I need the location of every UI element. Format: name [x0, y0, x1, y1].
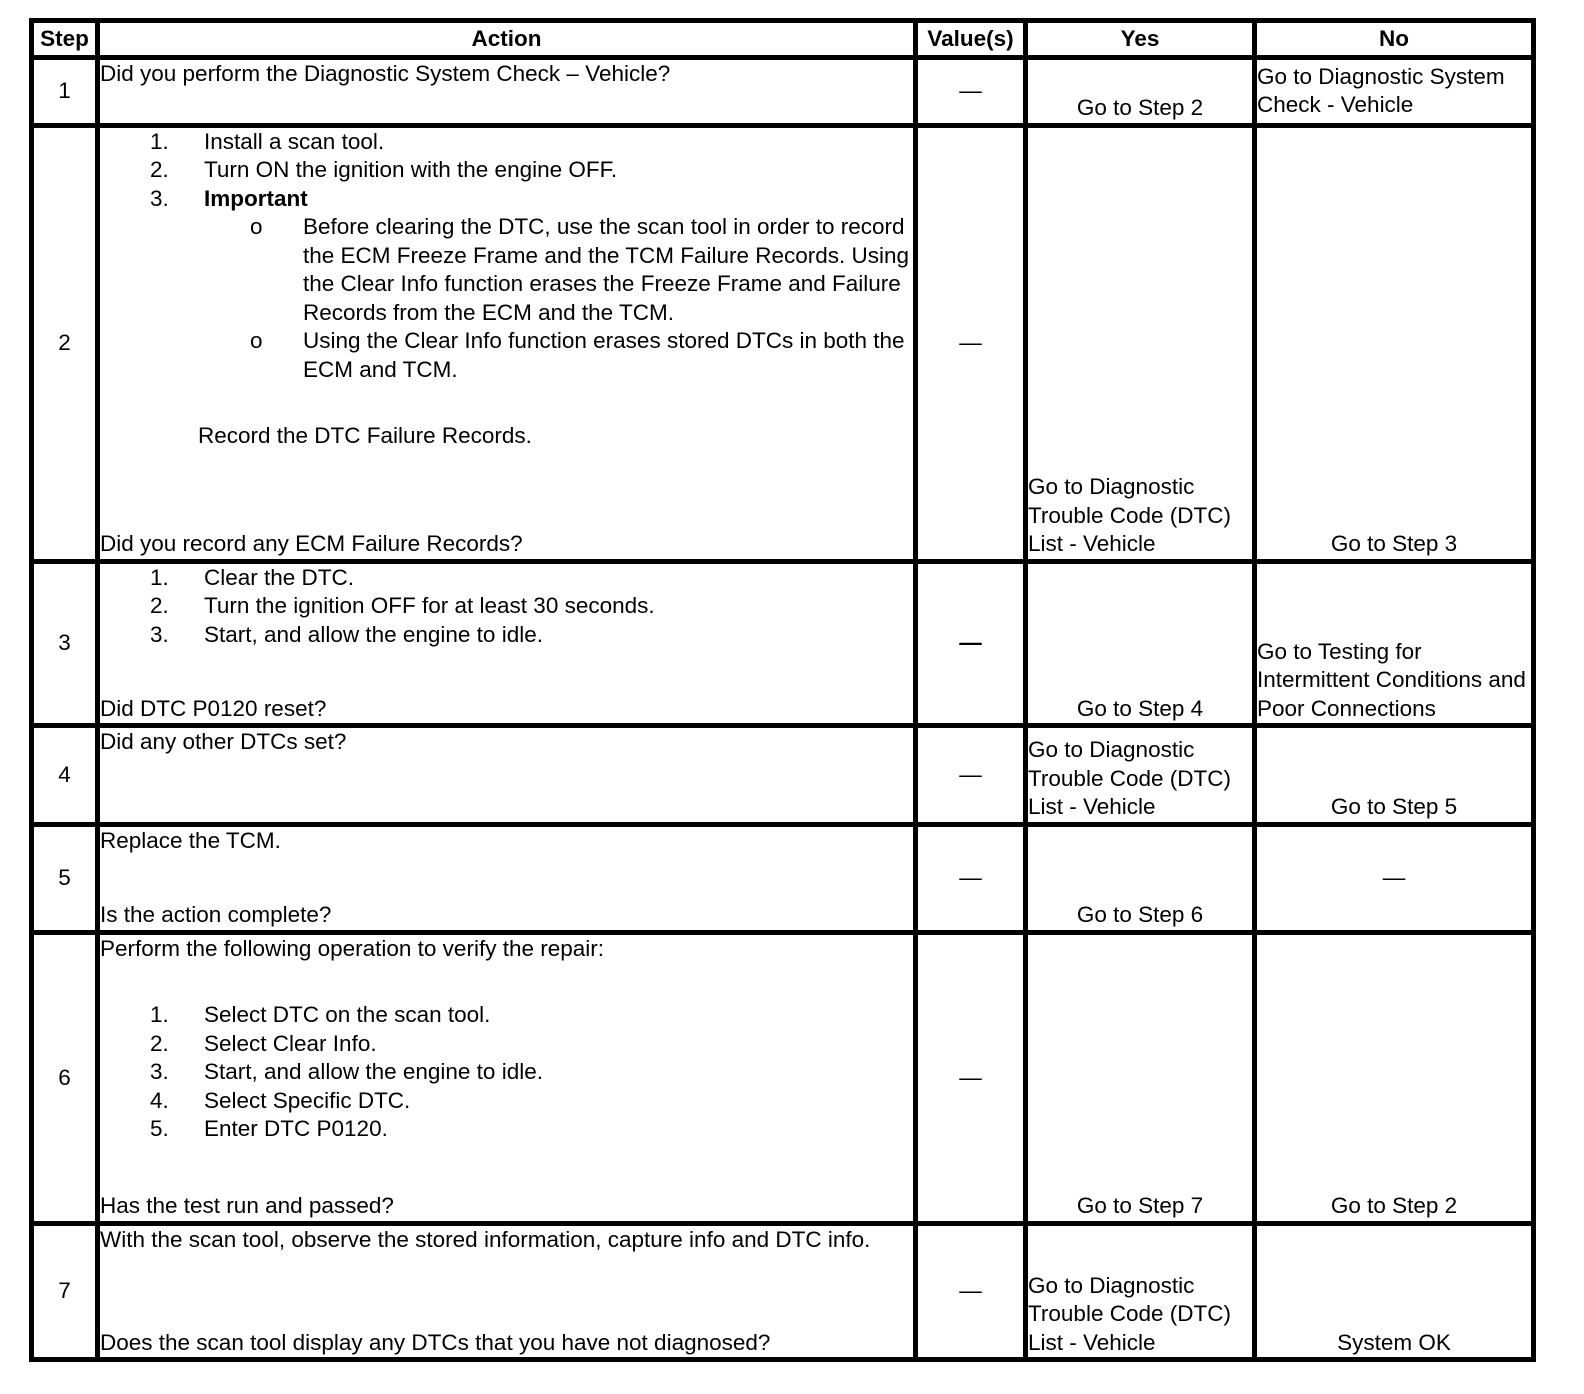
bullet-mark: o: [250, 328, 263, 354]
no-cell: Go to Diagnostic System Check - Vehicle: [1255, 58, 1534, 126]
list-text: Start, and allow the engine to idle.: [204, 1059, 543, 1085]
action-question: Has the test run and passed?: [100, 1193, 394, 1219]
list-item: [100, 1058, 913, 1087]
header-values: Value(s): [916, 21, 1026, 58]
value-cell: —: [916, 824, 1026, 932]
action-cell: [98, 561, 916, 725]
bullet-mark: o: [250, 214, 263, 240]
no-cell: Go to Step 3: [1255, 125, 1534, 561]
bullet-item: [100, 213, 913, 327]
action-cell: [98, 824, 916, 932]
bullet-text: Using the Clear Info function erases stored DTCs in both the ECM and TCM.: [303, 328, 905, 382]
list-number: 1.: [150, 1002, 169, 1028]
no-cell: System OK: [1255, 1223, 1534, 1359]
value-cell: —: [916, 58, 1026, 126]
header-row: [32, 21, 1534, 58]
table-row: [32, 932, 1534, 1223]
list-number: 2.: [150, 157, 169, 183]
list-item: [100, 564, 913, 593]
yes-cell: Go to Step 6: [1026, 824, 1255, 932]
list-item: [100, 1001, 913, 1030]
step-number: 2: [32, 125, 98, 561]
list-number: 3.: [150, 621, 169, 647]
action-content: [100, 128, 913, 559]
table-row: [32, 726, 1534, 825]
action-question: Did DTC P0120 reset?: [100, 695, 327, 721]
yes-cell: Go to Step 7: [1026, 932, 1255, 1223]
action-question: Did you record any ECM Failure Records?: [100, 531, 523, 557]
list-item: [100, 621, 913, 650]
list-number: 2.: [150, 1030, 169, 1056]
table-row: [32, 58, 1534, 126]
step-number: 4: [32, 726, 98, 825]
step-number: 5: [32, 824, 98, 932]
value-cell: —: [916, 726, 1026, 825]
action-cell: [98, 58, 916, 126]
yes-cell: Go to Step 4: [1026, 561, 1255, 725]
yes-cell: Go to Diagnostic Trouble Code (DTC) List - Vehicle: [1026, 1223, 1255, 1359]
action-text: Did any other DTCs set?: [100, 729, 347, 755]
list-number: 5.: [150, 1116, 169, 1142]
step-number: 3: [32, 561, 98, 725]
action-top: [100, 128, 913, 451]
list-number: 3.: [150, 1059, 169, 1085]
action-text: Replace the TCM.: [100, 827, 281, 853]
list-item: [100, 1087, 913, 1116]
list-item: [100, 156, 913, 185]
action-text: Did you perform the Diagnostic System Check – Vehicle?: [100, 61, 671, 86]
no-cell: Go to Step 2: [1255, 932, 1534, 1223]
header-yes: Yes: [1026, 21, 1255, 58]
yes-cell: Go to Diagnostic Trouble Code (DTC) List - Vehicle: [1026, 726, 1255, 825]
step-number: 7: [32, 1223, 98, 1359]
list-number: 1.: [150, 128, 169, 154]
list-item: [100, 592, 913, 621]
action-cell: [98, 932, 916, 1223]
list-text: Select DTC on the scan tool.: [204, 1002, 491, 1028]
action-note: Record the DTC Failure Records.: [198, 423, 532, 449]
action-content: [100, 1226, 913, 1357]
action-content: [100, 935, 913, 1221]
list-item: [100, 128, 913, 157]
list-text: Turn the ignition OFF for at least 30 seconds.: [204, 593, 655, 619]
bullet-item: [100, 327, 913, 384]
action-top: [100, 564, 913, 650]
list-text: Turn ON the ignition with the engine OFF.: [204, 157, 618, 183]
action-cell: [98, 125, 916, 561]
header-no: No: [1255, 21, 1534, 58]
action-question: Does the scan tool display any DTCs that you have not diagnosed?: [100, 1329, 771, 1355]
list-item: [100, 1030, 913, 1059]
header-action: Action: [98, 21, 916, 58]
value-cell: —: [916, 125, 1026, 561]
list-item: [100, 1115, 913, 1144]
diagnostic-table: [29, 18, 1536, 1362]
action-text: With the scan tool, observe the stored information, capture info and DTC info.: [100, 1226, 871, 1252]
action-cell: [98, 726, 916, 825]
action-content: [100, 827, 913, 930]
list-number: 3.: [150, 185, 169, 211]
value-cell: —: [916, 932, 1026, 1223]
table-row: [32, 824, 1534, 932]
list-number: 4.: [150, 1087, 169, 1113]
step-number: 6: [32, 932, 98, 1223]
list-text: Select Clear Info.: [204, 1030, 377, 1056]
table-row: [32, 1223, 1534, 1359]
action-cell: [98, 1223, 916, 1359]
action-content: [100, 564, 913, 723]
value-cell: —: [916, 561, 1026, 725]
yes-cell: Go to Step 2: [1026, 58, 1255, 126]
list-text: Enter DTC P0120.: [204, 1116, 388, 1142]
action-text: Perform the following operation to verify the repair:: [100, 935, 604, 961]
list-text: Install a scan tool.: [204, 128, 385, 154]
header-step: Step: [32, 21, 98, 58]
list-text-important: Important: [204, 185, 308, 211]
list-number: 2.: [150, 593, 169, 619]
step-number: 1: [32, 58, 98, 126]
action-top: [100, 935, 913, 1144]
action-question: Is the action complete?: [100, 902, 332, 928]
no-cell: Go to Step 5: [1255, 726, 1534, 825]
yes-cell: Go to Diagnostic Trouble Code (DTC) List - Vehicle: [1026, 125, 1255, 561]
no-cell: Go to Testing for Intermittent Conditions and Poor Connections: [1255, 561, 1534, 725]
list-text: Select Specific DTC.: [204, 1087, 411, 1113]
list-item: [100, 185, 913, 214]
table-row: [32, 561, 1534, 725]
bullet-text: Before clearing the DTC, use the scan tool in order to record the ECM Freeze Frame and the TCM Failure Records. Using the Clear Info function erases the Freeze Frame and Failure Records from the ECM and the TCM.: [303, 214, 910, 325]
value-cell: —: [916, 1223, 1026, 1359]
list-text: Start, and allow the engine to idle.: [204, 621, 543, 647]
no-cell: —: [1255, 824, 1534, 932]
list-number: 1.: [150, 564, 169, 590]
list-text: Clear the DTC.: [204, 564, 355, 590]
table-row: [32, 125, 1534, 561]
